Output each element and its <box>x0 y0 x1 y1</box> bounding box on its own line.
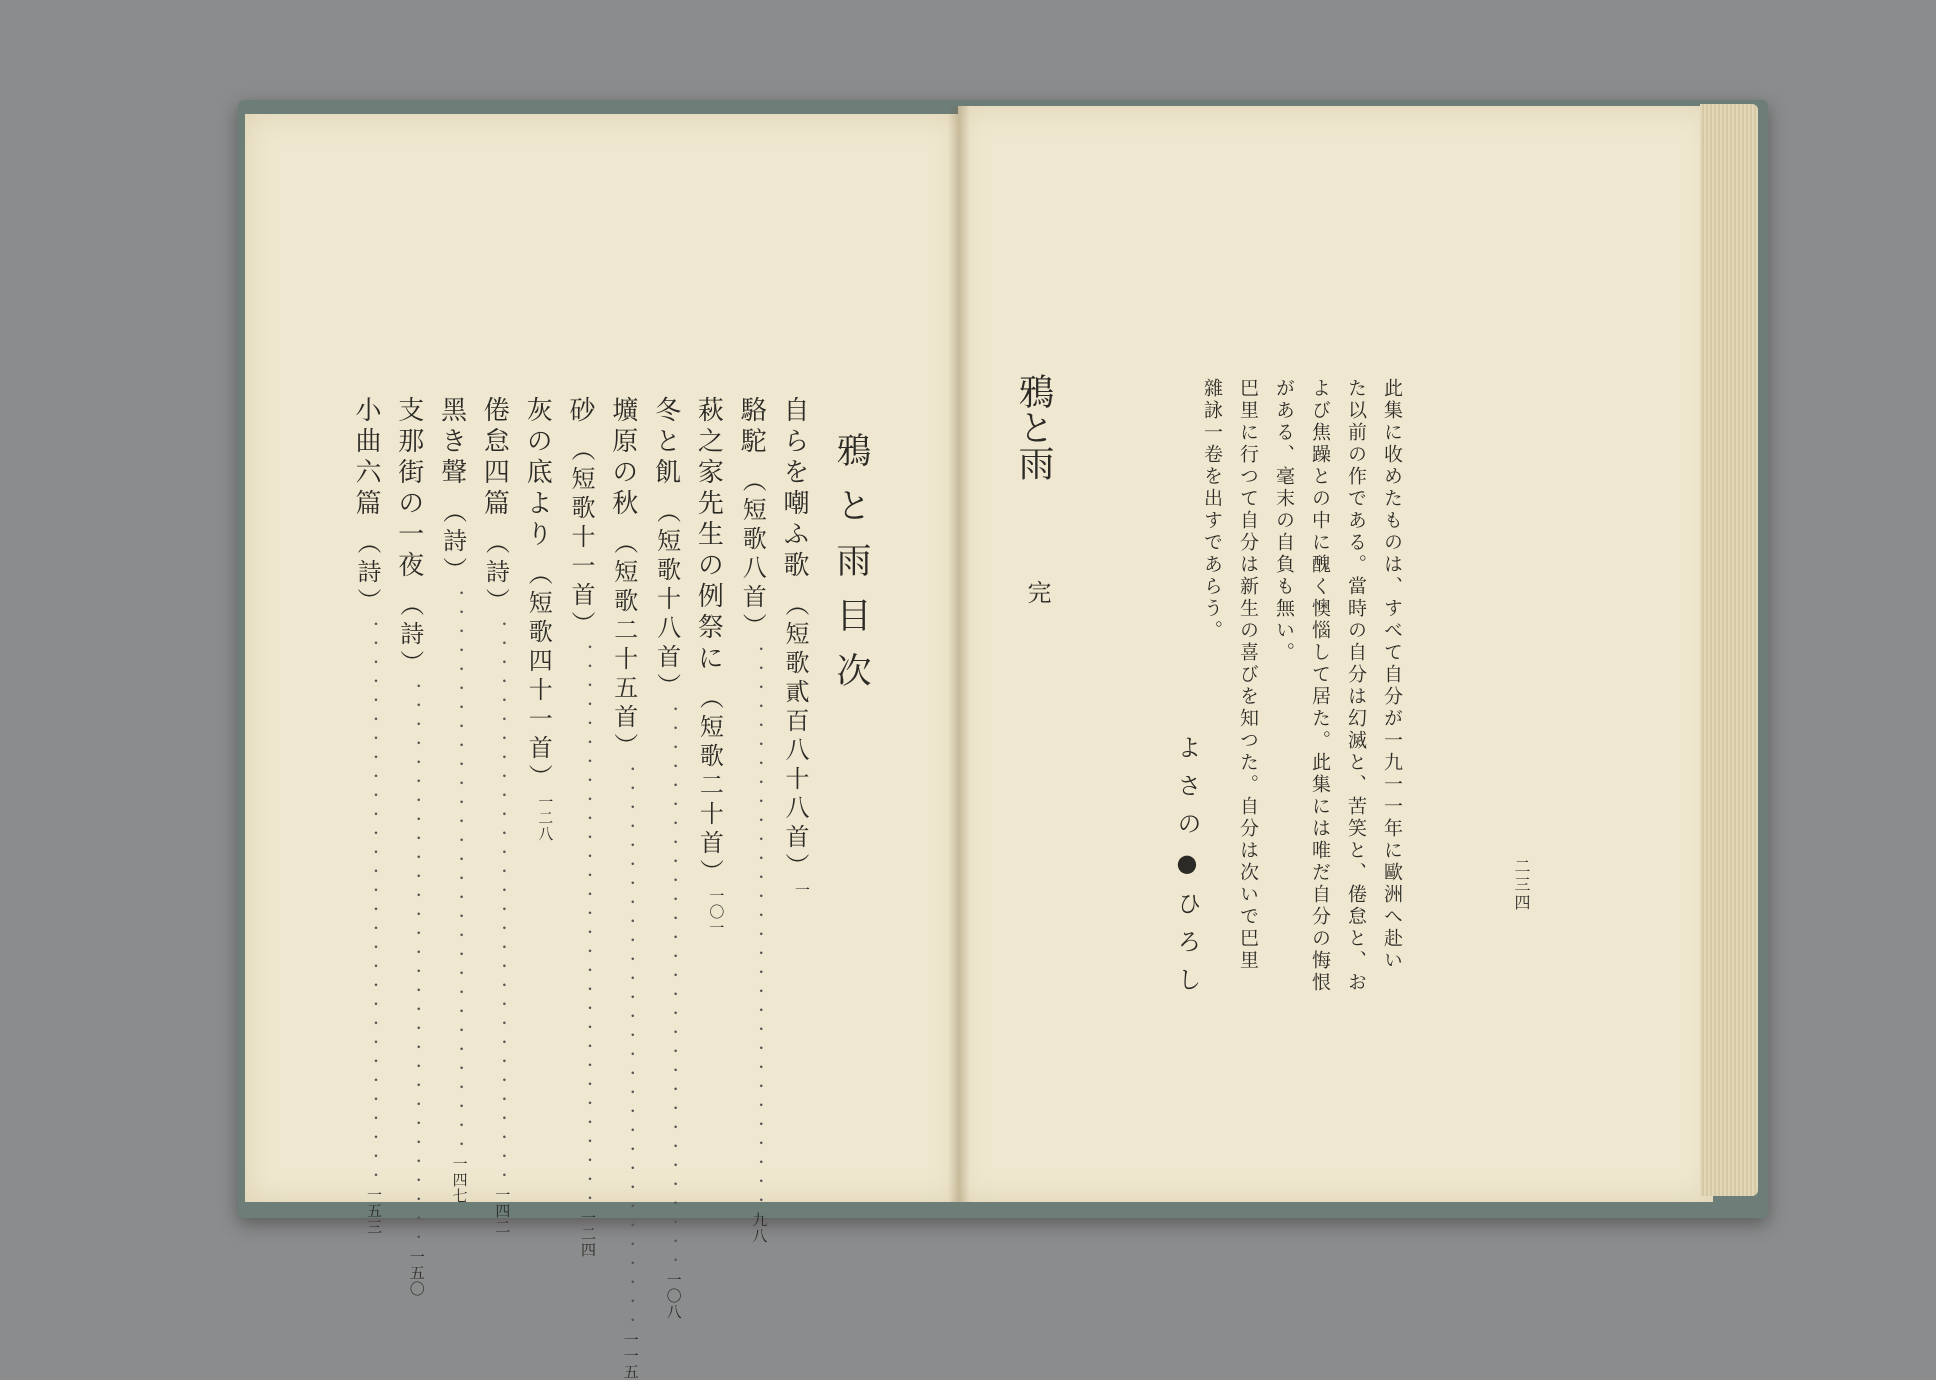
toc-entry <box>476 396 513 1235</box>
afterword-line: 巴里に行つて自分は新生の喜びを知つた。自分は次いで巴里 <box>1237 378 1259 972</box>
toc-entry-kind: （短歌十八首） <box>652 499 681 702</box>
toc-entry-page: 一〇八 <box>664 1272 683 1320</box>
toc-entry-title: 自らを嘲ふ歌 <box>779 396 809 582</box>
toc-entry <box>562 396 599 1258</box>
toc-entry-page: 一一五 <box>621 1332 640 1380</box>
toc-entry-title: 駱駝 <box>736 396 767 458</box>
toc-entry-page: 一五〇 <box>407 1249 426 1297</box>
toc-leader-dots: ・・・・・・・・・・・・・・・・・・・・・・・・・・・・・・ <box>452 586 469 1156</box>
toc-entry-title: 冬と飢 <box>650 396 681 489</box>
toc-entry-title: 小曲六篇 <box>351 396 381 520</box>
toc-entry-kind: （短歌貳百八十八首） <box>781 592 809 882</box>
right-page <box>958 106 1713 1202</box>
toc-entry-title: 砂 <box>565 396 595 427</box>
toc-leader-dots: ・・・・・・・・・・・・・・・・・・・・・・・・・・・・・・ <box>752 642 769 1212</box>
afterword-line: がある、毫末の自負も無い。 <box>1273 378 1295 664</box>
toc-entry-page: 一五三 <box>365 1187 383 1235</box>
toc-entry-page: 一四七 <box>450 1156 469 1204</box>
toc-entry-kind: （短歌十一首） <box>567 437 595 640</box>
afterword-line: 此集に收めたものは、すべて自分が一九一一年に歐洲へ赴い <box>1381 378 1403 972</box>
toc-leader-dots: ・・・・・・・・・・・・・・・・・・・・・・・・・・・・・・ <box>666 702 683 1272</box>
toc-entry-page: 一四二 <box>493 1187 512 1235</box>
toc-entry-title: 壙原の秋 <box>607 396 638 520</box>
toc-entry-page: 一〇一 <box>707 888 726 936</box>
toc-entry-kind: （短歌二十首） <box>695 685 724 888</box>
toc-entry-kind: （詩） <box>481 530 510 617</box>
toc-entry <box>776 396 813 898</box>
toc-entry <box>605 396 642 1380</box>
toc-leader-dots: ・・・・・・・・・・・・・・・・・・・・・・・・・・・・・・ <box>623 762 640 1332</box>
toc-entry-title: 灰の底より <box>522 396 553 551</box>
toc-entry <box>391 396 428 1297</box>
toc-entry-page: 九八 <box>750 1212 769 1244</box>
toc-leader-dots: ・・・・・・・・・・・・・・・・・・・・・・・・・・・・・・ <box>581 640 597 1210</box>
toc-entry <box>519 396 556 842</box>
page-number: 二三四 <box>1512 858 1531 912</box>
toc-entry-title: 萩之家先生の例祭に <box>693 396 724 675</box>
toc-entry-kind: （短歌四十一首） <box>524 561 553 793</box>
afterword-line: た以前の作である。當時の自分は幻滅と、苦笑と、倦怠と、お <box>1345 378 1367 994</box>
toc-leader-dots: ・・・・・・・・・・・・・・・・・・・・・・・・・・・・・・ <box>409 679 426 1249</box>
toc-title: 鴉と雨目次 <box>831 432 871 707</box>
toc-entry-kind: （短歌二十五首） <box>609 530 638 762</box>
toc-entry <box>690 396 727 936</box>
toc-entry-title: 支那街の一夜 <box>393 396 424 582</box>
toc-entry-title: 倦怠四篇 <box>479 396 510 520</box>
toc-entry-kind: （短歌八首） <box>738 468 767 642</box>
toc-entry-page: 一二八 <box>536 794 555 842</box>
toc-entry-page: 一二四 <box>579 1210 597 1258</box>
toc-entry <box>733 396 770 1244</box>
toc-leader-dots: ・・・・・・・・・・・・・・・・・・・・・・・・・・・・・・ <box>495 617 512 1187</box>
toc-entry-kind: （詩） <box>353 530 381 617</box>
toc-leader-dots: ・・・・・・・・・・・・・・・・・・・・・・・・・・・・・・ <box>367 617 383 1187</box>
afterword-line: 雜詠一卷を出すであらう。 <box>1201 378 1223 642</box>
toc-entry <box>434 396 471 1204</box>
toc-entry-title: 黑き聲 <box>436 396 467 489</box>
afterword-line: よび焦躁との中に醜く懊惱して居た。此集には唯だ自分の悔恨 <box>1309 378 1331 994</box>
toc-entry-page: 一 <box>793 882 811 898</box>
signature: よさの●ひろし <box>1173 735 1201 1005</box>
toc-entry <box>348 396 385 1235</box>
end-mark: 完 <box>1023 580 1051 604</box>
book-gutter <box>948 106 970 1202</box>
toc-entry-kind: （詩） <box>438 499 467 586</box>
toc-entry <box>648 396 685 1320</box>
page-edges <box>1700 104 1758 1196</box>
toc-entry-kind: （詩） <box>395 592 424 679</box>
book-title: 鴉と雨 <box>1013 373 1054 481</box>
